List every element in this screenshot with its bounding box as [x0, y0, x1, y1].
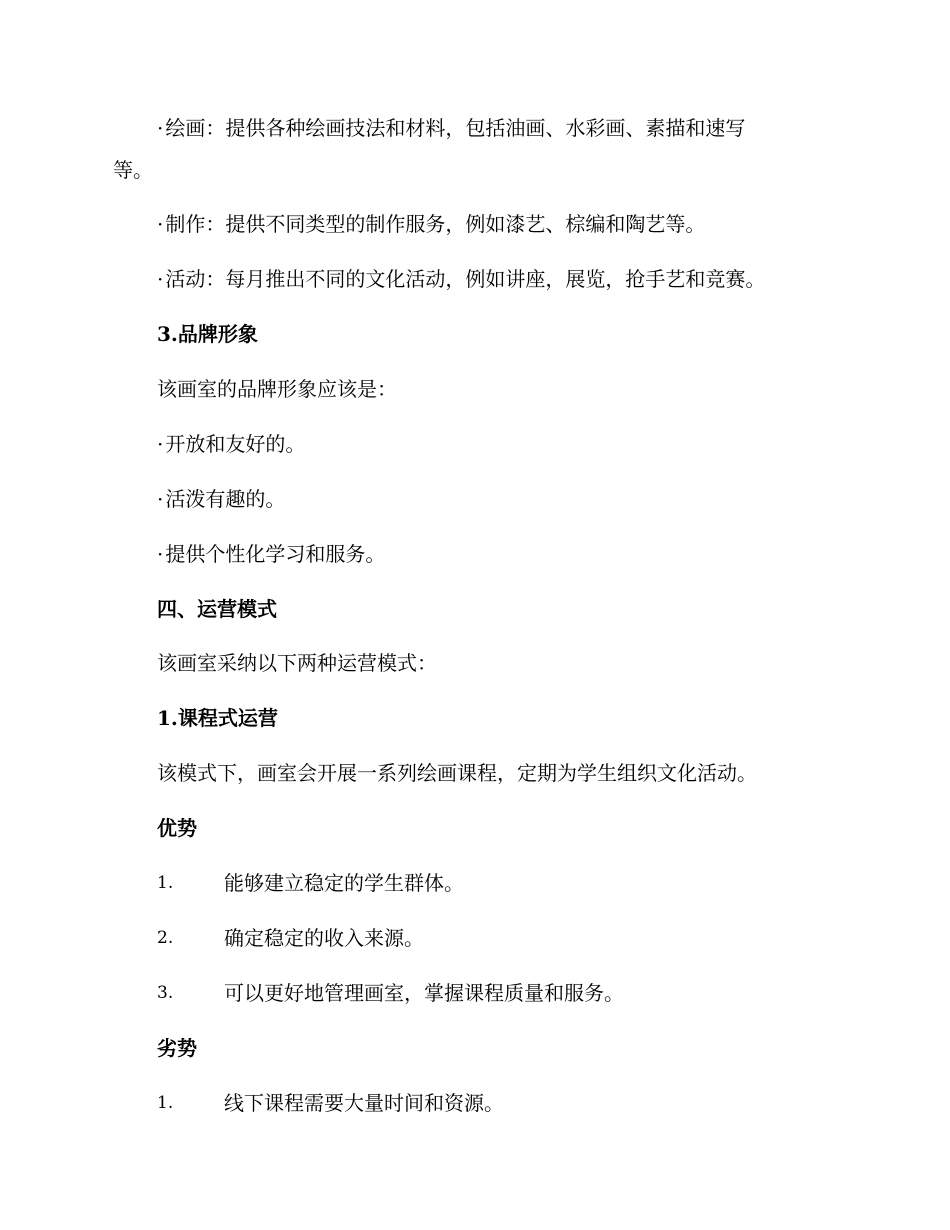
bullet: · — [157, 542, 164, 566]
brand-heading: 3.品牌形象 — [157, 322, 258, 346]
bullet: · — [157, 487, 164, 511]
service-item-activities — [157, 266, 765, 292]
list-item-text: 确定稳定的收入来源。 — [224, 926, 424, 950]
brand-item-text: 提供个性化学习和服务。 — [165, 542, 386, 566]
operations-heading: 四、运营模式 — [157, 597, 277, 621]
bullet: · — [157, 267, 164, 291]
operations-intro: 该画室采纳以下两种运营模式： — [157, 651, 437, 675]
list-item-text: 能够建立稳定的学生群体。 — [224, 871, 464, 895]
service-item-painting-continuation: 等。 — [113, 158, 153, 182]
service-text: 活动：每月推出不同的文化活动，例如讲座，展览，抢手艺和竞赛。 — [165, 267, 766, 291]
brand-item — [157, 486, 285, 512]
list-item-text: 可以更好地管理画室，掌握课程质量和服务。 — [224, 981, 624, 1005]
bullet: · — [157, 432, 164, 456]
brand-item — [157, 541, 385, 567]
service-text: 绘画：提供各种绘画技法和材料，包括油画、水彩画、素描和速写 — [165, 116, 746, 140]
advantages-heading: 优势 — [157, 816, 197, 840]
list-number: 1. — [157, 1093, 174, 1113]
service-text: 制作：提供不同类型的制作服务，例如漆艺、棕编和陶艺等。 — [165, 212, 706, 236]
mode1-heading: 1.课程式运营 — [157, 706, 278, 730]
list-number: 1. — [157, 873, 174, 893]
brand-intro: 该画室的品牌形象应该是： — [157, 377, 397, 401]
brand-item-text: 开放和友好的。 — [165, 432, 306, 456]
list-number: 2. — [157, 928, 174, 948]
bullet: · — [157, 116, 164, 140]
mode1-description: 该模式下，画室会开展一系列绘画课程，定期为学生组织文化活动。 — [157, 761, 757, 785]
brand-item — [157, 431, 305, 457]
brand-item-text: 活泼有趣的。 — [165, 487, 286, 511]
bullet: · — [157, 212, 164, 236]
list-number: 3. — [157, 983, 174, 1003]
service-item-crafting — [157, 211, 705, 237]
disadvantages-heading: 劣势 — [157, 1036, 197, 1060]
list-item-text: 线下课程需要大量时间和资源。 — [224, 1091, 504, 1115]
service-item-painting — [157, 115, 745, 141]
